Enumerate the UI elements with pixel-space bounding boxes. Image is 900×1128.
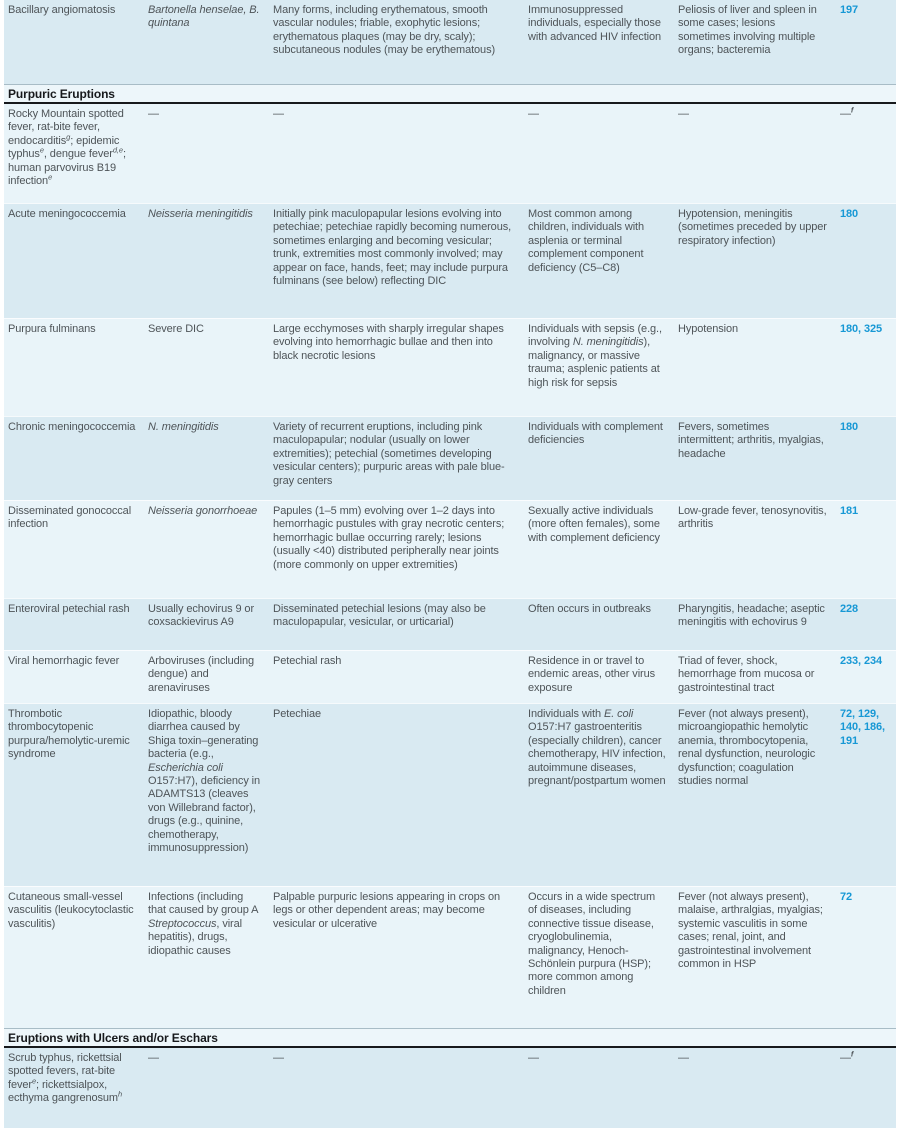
footnote-superscript: e — [39, 145, 44, 155]
footnote-superscript: e — [31, 1076, 37, 1086]
footnote-superscript: h — [118, 1089, 123, 1099]
table-row — [4, 598, 896, 650]
cell-findings — [674, 704, 836, 886]
text-segment: — — [678, 1052, 689, 1064]
cell-population — [524, 599, 674, 650]
text-segment: Thrombotic thrombocytopenic purpura/hemolytic-uremic syndrome — [8, 708, 130, 761]
text-segment: Rocky Mountain spotted fever, rat-bite fever, endocarditis — [8, 108, 124, 147]
cell-etiology — [144, 651, 269, 703]
section-header-label: Eruptions with Ulcers and/or Eschars — [8, 1030, 218, 1045]
footnote-superscript: f — [850, 1049, 854, 1059]
text-segment: Arboviruses (including dengue) and arenaviruses — [148, 655, 255, 694]
cell-findings — [674, 417, 836, 500]
text-segment: — — [148, 108, 159, 120]
text-segment: Bacillary angiomatosis — [8, 4, 116, 16]
cell-chapter — [836, 104, 896, 203]
cell-chapter — [836, 319, 896, 416]
text-segment: Occurs in a wide spectrum of diseases, including connective tissue disease, cryoglobulinemia, malignancy, Henoch-Schönlein purpura (HSP); more common among children — [528, 891, 656, 997]
text-segment: Petechial rash — [273, 655, 342, 667]
footnote-superscript: d,e — [112, 145, 123, 155]
cell-etiology — [144, 204, 269, 318]
text-segment: Idiopathic, bloody diarrhea caused by Shiga toxin–generating bacteria (e.g., — [148, 708, 259, 761]
table-row — [4, 500, 896, 598]
text-segment: Palpable purpuric lesions appearing in crops on legs or other dependent areas; may become vesicular or ulcerative — [273, 891, 501, 930]
text-segment: Immunosuppressed individuals, especially those with advanced HIV infection — [528, 4, 662, 43]
cell-etiology — [144, 104, 269, 203]
cell-chapter — [836, 704, 896, 886]
cell-disease — [4, 887, 144, 1028]
rash-etiology-table — [4, 0, 896, 1128]
cell-disease — [4, 417, 144, 500]
cell-description — [269, 651, 524, 703]
cell-chapter — [836, 599, 896, 650]
text-segment: O157:H7 gastroenteritis (especially children), cancer chemotherapy, HIV infection, autoimmune diseases, pregnant/postpartum women — [528, 721, 666, 788]
text-segment: Sexually active individuals (more often females), some with complement deficiency — [528, 505, 660, 544]
cell-description — [269, 204, 524, 318]
cell-findings — [674, 599, 836, 650]
table-row — [4, 0, 896, 84]
chapter-reference-link[interactable]: 180 — [840, 421, 859, 433]
cell-chapter — [836, 204, 896, 318]
text-segment: ), malignancy, or massive trauma; asplenic patients at high risk for sepsis — [528, 336, 660, 389]
cell-etiology — [144, 0, 269, 84]
text-segment: Viral hemorrhagic fever — [8, 655, 120, 667]
table-row — [4, 203, 896, 318]
cell-disease — [4, 104, 144, 203]
cell-chapter — [836, 1048, 896, 1128]
cell-population — [524, 501, 674, 598]
cell-findings — [674, 104, 836, 203]
cell-chapter — [836, 417, 896, 500]
table-row — [4, 1048, 896, 1128]
text-segment: , viral hepatitis), drugs, idiopathic causes — [148, 917, 242, 957]
cell-etiology — [144, 501, 269, 598]
cell-description — [269, 599, 524, 650]
cell-disease — [4, 204, 144, 318]
text-segment: Large ecchymoses with sharply irregular shapes evolving into hemorrhagic bullae and then into black necrotic lesions — [273, 323, 504, 362]
text-segment: — — [273, 108, 284, 120]
cell-etiology — [144, 417, 269, 500]
organism-name-italic: E. coli — [603, 708, 634, 720]
cell-chapter — [836, 651, 896, 703]
cell-etiology — [144, 599, 269, 650]
chapter-reference-link[interactable]: 181 — [840, 505, 859, 517]
cell-population — [524, 0, 674, 84]
cell-description — [269, 417, 524, 500]
text-segment: Hypotension, meningitis (sometimes preceded by upper respiratory infection) — [678, 208, 827, 247]
chapter-reference-link[interactable]: 72 — [840, 891, 853, 903]
cell-population — [524, 1048, 674, 1128]
text-segment: Enteroviral petechial rash — [8, 603, 130, 615]
organism-name-italic: N. meningitidis — [572, 336, 644, 349]
cell-disease — [4, 651, 144, 703]
text-segment: Fever (not always present), malaise, arthralgias, myalgias; systemic vasculitis in some cases; renal, joint, and gastrointestinal involvement common in HSP — [678, 891, 823, 971]
organism-name-italic: Escherichia coli — [148, 761, 223, 774]
cell-findings — [674, 501, 836, 598]
cell-population — [524, 204, 674, 318]
table-row — [4, 650, 896, 703]
text-segment: — — [840, 108, 851, 120]
organism-name-italic: Bartonella henselae, B. quintana — [148, 4, 260, 30]
text-segment: Cutaneous small-vessel vasculitis (leukocytoclastic vasculitis) — [8, 891, 134, 930]
chapter-reference-link[interactable]: 197 — [840, 4, 859, 16]
chapter-reference-link[interactable]: 72, 129, 140, 186, 191 — [840, 708, 885, 747]
cell-disease — [4, 1048, 144, 1128]
cell-description — [269, 1048, 524, 1128]
text-segment: — — [840, 1052, 851, 1064]
organism-name-italic: Streptococcus — [148, 917, 217, 930]
cell-chapter — [836, 501, 896, 598]
text-segment: Fevers, sometimes intermittent; arthritis, myalgias, headache — [678, 421, 824, 460]
text-segment: Disseminated gonococcal infection — [8, 505, 132, 531]
text-segment: Acute meningococcemia — [8, 208, 126, 220]
cell-description — [269, 319, 524, 416]
cell-population — [524, 417, 674, 500]
text-segment: Papules (1–5 mm) evolving over 1–2 days into hemorrhagic pustules with gray necrotic centers; hemorrhagic bullae occurring rarely; lesions (usually <40) distributed peripherally near joints (more commonly on upper extremities) — [273, 505, 505, 571]
section-header-band — [4, 84, 896, 104]
table-row — [4, 104, 896, 203]
cell-etiology — [144, 319, 269, 416]
chapter-reference-link[interactable]: 233, 234 — [840, 655, 883, 667]
cell-findings — [674, 319, 836, 416]
text-segment: — — [678, 108, 689, 120]
text-segment: O157:H7), deficiency in ADAMTS13 (cleaves von Willebrand factor), drugs (e.g., quinine, chemotherapy, immunosuppression) — [148, 775, 261, 855]
text-segment: Many forms, including erythematous, smooth vascular nodules; friable, exophytic lesions; erythematous plaques (may be dry, scaly); subcutaneous nodules (may be erythematous) — [273, 4, 496, 57]
chapter-reference-link[interactable]: 228 — [840, 603, 859, 615]
text-segment: Chronic meningococcemia — [8, 421, 136, 433]
cell-description — [269, 704, 524, 886]
text-segment: Purpura fulminans — [8, 323, 96, 335]
cell-disease — [4, 501, 144, 598]
cell-description — [269, 501, 524, 598]
cell-chapter — [836, 0, 896, 84]
text-segment: Variety of recurrent eruptions, including pink maculopapular; nodular (usually on lower extremities); petechial (sometimes developing vesicular centers); purpuric areas with pale blue-gray centers — [273, 421, 505, 487]
cell-findings — [674, 887, 836, 1028]
cell-disease — [4, 319, 144, 416]
text-segment: — — [528, 108, 539, 120]
cell-population — [524, 704, 674, 886]
text-segment: — — [528, 1052, 539, 1064]
cell-population — [524, 651, 674, 703]
text-segment: Low-grade fever, tenosynovitis, arthritis — [678, 505, 827, 531]
text-segment: Peliosis of liver and spleen in some cases; lesions sometimes involving multiple organs; bacteremia — [678, 4, 817, 57]
table-row — [4, 416, 896, 500]
cell-description — [269, 887, 524, 1028]
text-segment: ; epidemic typhus — [8, 134, 120, 161]
cell-population — [524, 104, 674, 203]
cell-description — [269, 0, 524, 84]
table-row — [4, 886, 896, 1028]
cell-chapter — [836, 887, 896, 1028]
cell-findings — [674, 204, 836, 318]
table-row — [4, 703, 896, 886]
text-segment: ; rickettsialpox, ecthyma gangrenosum — [8, 1078, 118, 1105]
section-header-label: Purpuric Eruptions — [8, 86, 115, 101]
table-row — [4, 318, 896, 416]
cell-disease — [4, 704, 144, 886]
cell-etiology — [144, 704, 269, 886]
text-segment: — — [273, 1052, 284, 1064]
text-segment: Scrub typhus, rickettsial spotted fevers, rat-bite fever — [8, 1052, 122, 1091]
text-segment: — — [148, 1052, 159, 1064]
text-segment: Individuals with — [528, 708, 604, 720]
cell-findings — [674, 651, 836, 703]
text-segment: Individuals with sepsis (e.g., involving — [528, 323, 662, 349]
text-segment: Initially pink maculopapular lesions evolving into petechiae; petechiae rapidly becoming numerous, sometimes enlarging and becoming vesicular; trunk, extremities most commonly involved; may appear on face, hands, feet; may include purpura fulminans (see below) reflecting DIC — [273, 208, 512, 288]
text-segment: Often occurs in outbreaks — [528, 603, 651, 615]
text-segment: Hypotension — [678, 323, 739, 335]
text-segment: Triad of fever, shock, hemorrhage from mucosa or gastrointestinal tract — [678, 655, 815, 694]
cell-population — [524, 887, 674, 1028]
text-segment: Residence in or travel to endemic areas, other virus exposure — [528, 655, 656, 694]
text-segment: Usually echovirus 9 or coxsackievirus A9 — [148, 603, 255, 629]
footnote-superscript: f — [850, 105, 854, 115]
text-segment: Severe DIC — [148, 323, 204, 335]
chapter-reference-link[interactable]: 180 — [840, 208, 859, 220]
organism-name-italic: Neisseria gonorrhoeae — [148, 505, 258, 517]
organism-name-italic: N. meningitidis — [148, 421, 219, 433]
organism-name-italic: Neisseria meningitidis — [148, 208, 253, 220]
cell-disease — [4, 0, 144, 84]
footnote-superscript: e — [48, 172, 53, 182]
text-segment: Petechiae — [273, 708, 322, 720]
cell-disease — [4, 599, 144, 650]
text-segment: Fever (not always present), microangiopathic hemolytic anemia, thrombocytopenia, renal dysfunction, neurologic dysfunction; coagulation studies normal — [678, 708, 816, 788]
text-segment: Infections (including that caused by group A — [148, 891, 258, 917]
cell-findings — [674, 0, 836, 84]
cell-findings — [674, 1048, 836, 1128]
footnote-superscript: g — [66, 132, 71, 142]
cell-etiology — [144, 1048, 269, 1128]
cell-population — [524, 319, 674, 416]
text-segment: Pharyngitis, headache; aseptic meningitis with echovirus 9 — [678, 603, 825, 629]
text-segment: Disseminated petechial lesions (may also be maculopapular, vesicular, or urticarial) — [273, 603, 486, 629]
cell-description — [269, 104, 524, 203]
text-segment: ; human parvovirus B19 infection — [8, 148, 126, 188]
section-header-band — [4, 1028, 896, 1048]
text-segment: Individuals with complement deficiencies — [528, 421, 663, 447]
chapter-reference-link[interactable]: 180, 325 — [840, 323, 883, 335]
text-segment: , dengue fever — [43, 148, 113, 161]
cell-etiology — [144, 887, 269, 1028]
text-segment: Most common among children, individuals with asplenia or terminal complement component deficiency (C5–C8) — [528, 208, 645, 274]
